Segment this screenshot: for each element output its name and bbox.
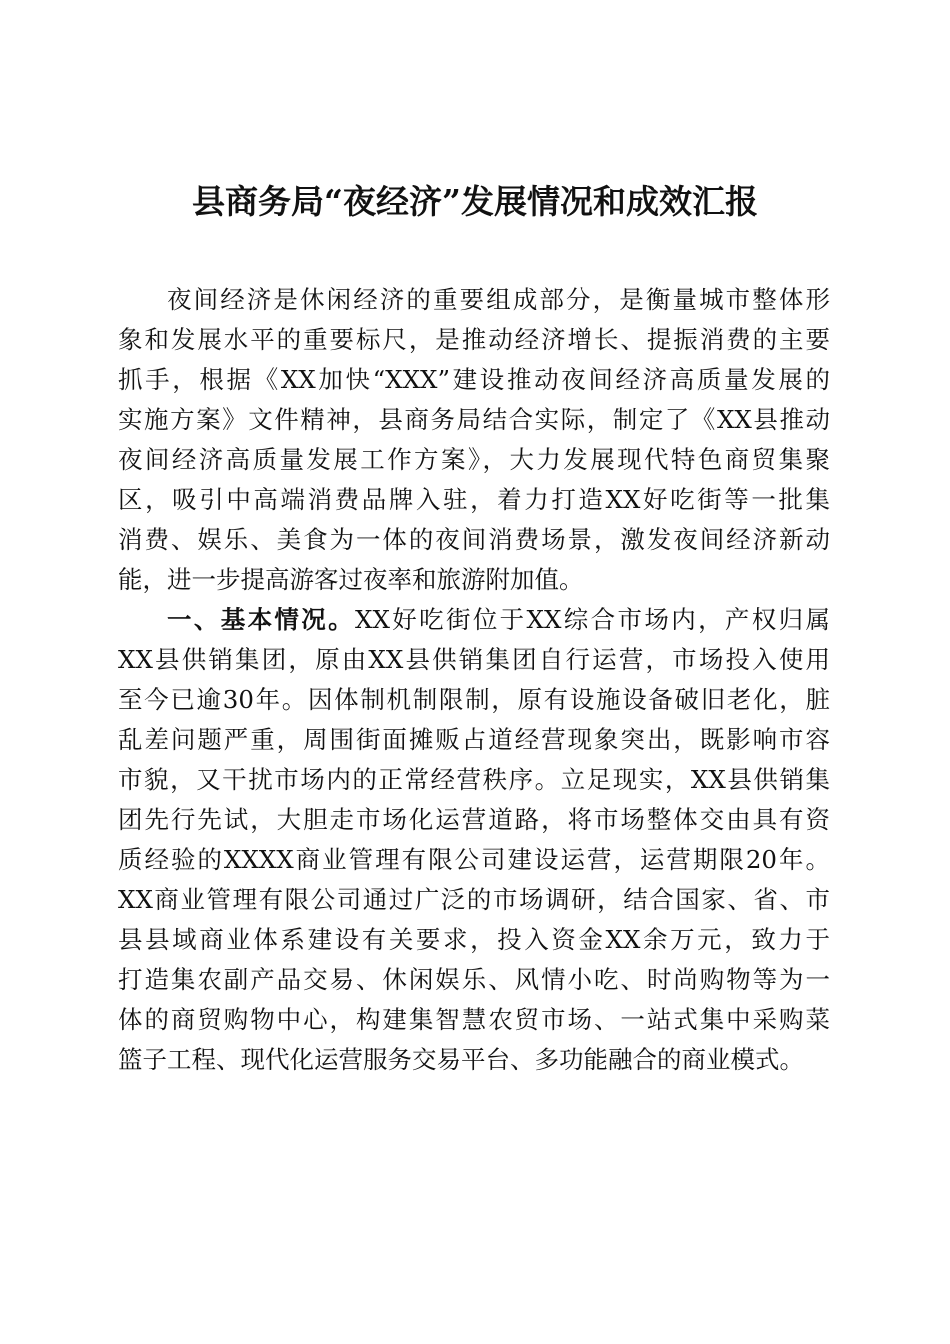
text-line: 能，进一步提高游客过夜率和旅游附加值。 [118, 565, 584, 594]
text-line: 市貌，又干扰市场内的正常经营秩序。立足现实，XX县供销集 [118, 765, 830, 794]
document-body [118, 280, 830, 1080]
text-line: XX县供销集团，原由XX县供销集团自行运营，市场投入使用 [118, 645, 830, 674]
text-line: 至今已逾30年。因体制机制限制，原有设施设备破旧老化，脏 [118, 685, 830, 714]
section-first-line [118, 600, 830, 640]
text-line: 抓手，根据《XX加快“XXX”建设推动夜间经济高质量发展的 [118, 365, 830, 394]
document-title: 县商务局“夜经济”发展情况和成效汇报 [192, 182, 758, 221]
section-heading: 一、基本情况。 [167, 605, 356, 634]
text-line: 体的商贸购物中心，构建集智慧农贸市场、一站式集中采购菜 [118, 1005, 830, 1034]
text-line: 消费、娱乐、美食为一体的夜间消费场景，激发夜间经济新动 [118, 525, 830, 554]
text-line: 篮子工程、现代化运营服务交易平台、多功能融合的商业模式。 [118, 1045, 804, 1074]
text-line: 实施方案》文件精神，县商务局结合实际，制定了《XX县推动 [118, 405, 830, 434]
text-line: 区，吸引中高端消费品牌入驻，着力打造XX好吃街等一批集 [118, 485, 830, 514]
text-line: 打造集农副产品交易、休闲娱乐、风情小吃、时尚购物等为一 [118, 965, 830, 994]
text-line: 象和发展水平的重要标尺，是推动经济增长、提振消费的主要 [118, 325, 830, 354]
text-line: 夜间经济是休闲经济的重要组成部分，是衡量城市整体形 [167, 285, 830, 314]
section-first-line-text: XX好吃街位于XX综合市场内，产权归属 [355, 605, 830, 634]
text-line: 质经验的XXXX商业管理有限公司建设运营，运营期限20年。 [118, 845, 830, 874]
text-line: 夜间经济高质量发展工作方案》，大力发展现代特色商贸集聚 [118, 445, 830, 474]
basic-situation-paragraph [118, 600, 830, 1080]
intro-paragraph [118, 280, 830, 600]
text-line: 乱差问题严重，周围街面摊贩占道经营现象突出，既影响市容 [118, 725, 830, 754]
text-line: 团先行先试，大胆走市场化运营道路，将市场整体交由具有资 [118, 805, 830, 834]
text-line: 县县域商业体系建设有关要求，投入资金XX余万元，致力于 [118, 925, 830, 954]
text-line: XX商业管理有限公司通过广泛的市场调研，结合国家、省、市 [118, 885, 830, 914]
